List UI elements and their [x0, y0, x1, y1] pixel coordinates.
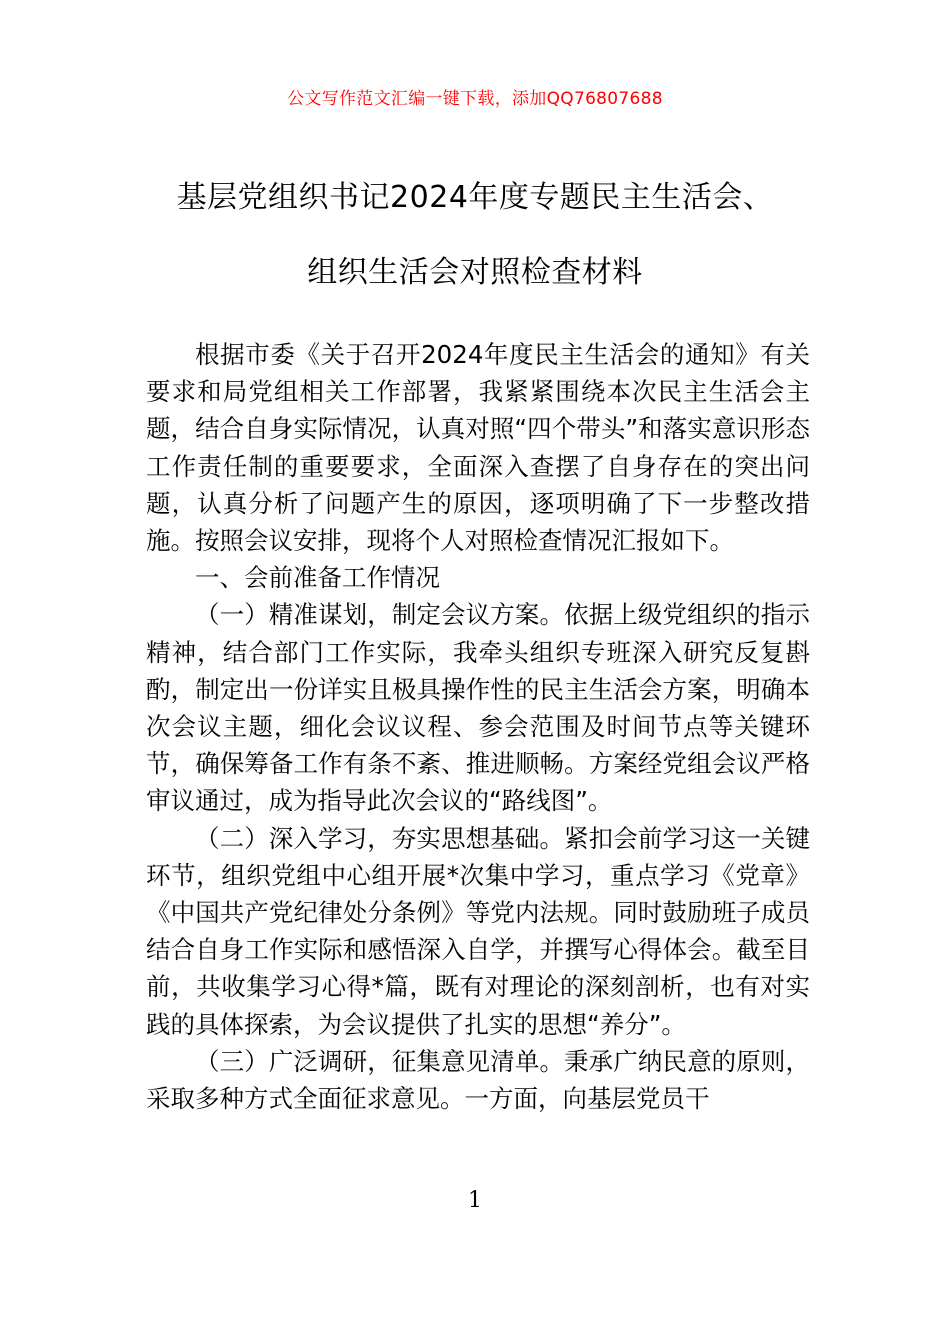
section-heading-1: 一、会前准备工作情况: [195, 563, 440, 593]
paragraph-research: （三）广泛调研，征集意见清单。秉承广纳民意的原则，采取多种方式全面征求意见。一方面，向基层党员干: [146, 1046, 810, 1114]
paragraph-study: （二）深入学习，夯实思想基础。紧扣会前学习这一关键环节，组织党组中心组开展*次集中学习，重点学习《党章》《中国共产党纪律处分条例》等党内法规。同时鼓励班子成员结合自身工作实际和感悟深入自学，并撰写心得体会。截至目前，共收集学习心得*篇，既有对理论的深刻剖析，也有对实践的具体探索，为会议提供了扎实的思想“养分”。: [146, 823, 810, 1039]
download-notice: 公文写作范文汇编一键下载，添加QQ76807688: [287, 89, 663, 109]
document-title-line-1: 基层党组织书记2024年度专题民主生活会、: [176, 180, 774, 215]
document-title-line-2: 组织生活会对照检查材料: [307, 255, 643, 290]
paragraph-planning: （一）精准谋划，制定会议方案。依据上级党组织的指示精神，结合部门工作实际，我牵头组织专班深入研究反复斟酌，制定出一份详实且极具操作性的民主生活会方案，明确本次会议主题，细化会议议程、参会范围及时间节点等关键环节，确保筹备工作有条不紊、推进顺畅。方案经党组会议严格审议通过，成为指导此次会议的“路线图”。: [146, 600, 810, 816]
intro-paragraph: 根据市委《关于召开2024年度民主生活会的通知》有关要求和局党组相关工作部署，我紧紧围绕本次民主生活会主题，结合自身实际情况，认真对照“四个带头”和落实意识形态工作责任制的重要要求，全面深入查摆了自身存在的突出问题，认真分析了问题产生的原因，逐项明确了下一步整改措施。按照会议安排，现将个人对照检查情况汇报如下。: [146, 340, 810, 556]
document-body: [146, 336, 810, 1117]
page-number: 1: [468, 1188, 482, 1213]
